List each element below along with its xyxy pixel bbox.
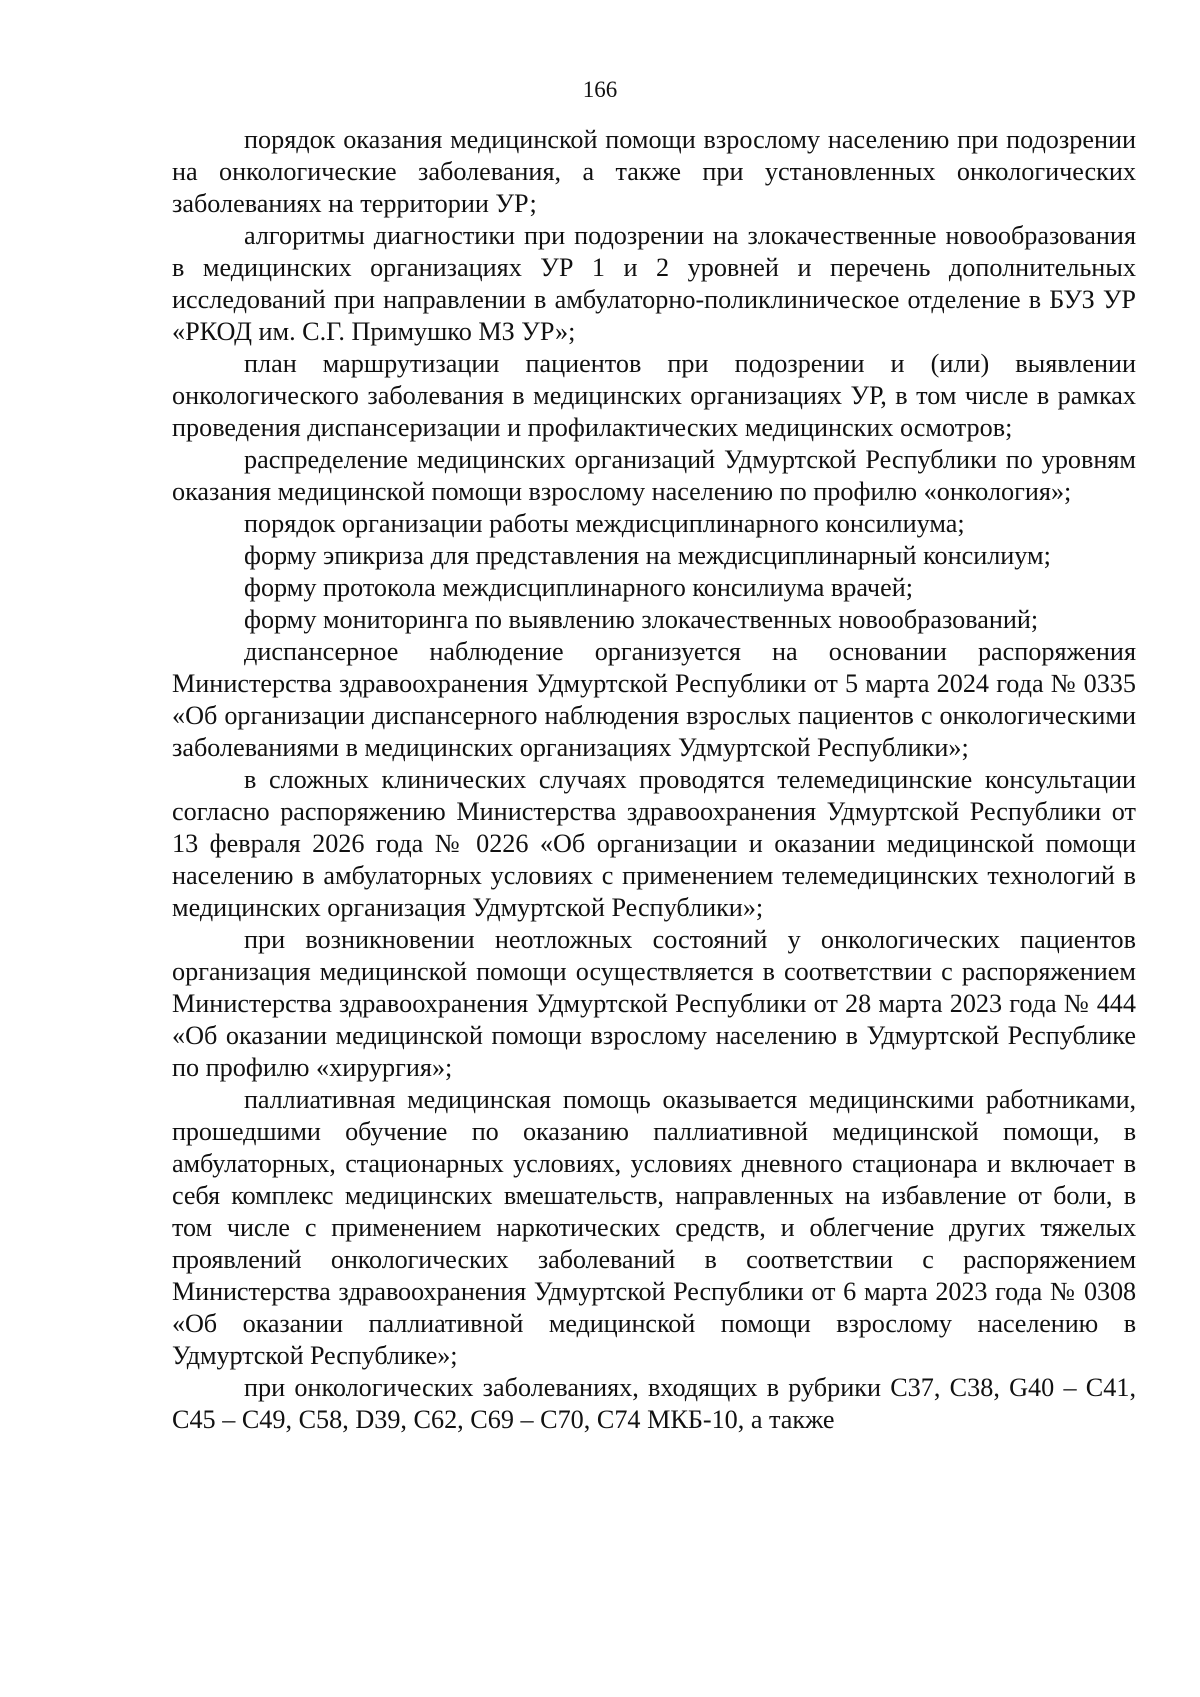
page-number: 166	[582, 77, 618, 102]
paragraph-emergency-care: при возникновении неотложных состояний у онкологических пациентов организация медицинской помощи осуществляется в соответствии с распоряжением Министерства здравоохранения Удмуртской Республики от 28 марта 2023 года № 444 «Об оказании медицинской помощи взрослому населению в Удмуртской Республике по профилю «хирургия»;	[172, 925, 1136, 1082]
paragraph-telemedicine: в сложных клинических случаях проводятся телемедицинские консультации согласно распоряжению Министерства здравоохранения Удмуртской Республики от 13 февраля 2026 года № 0226 «Об организации и оказании медицинской помощи населению в амбулаторных условиях с применением телемедицинских технологий в медицинских организация Удмуртской Республики»;	[172, 765, 1136, 922]
paragraph-monitoring-form: форму мониторинга по выявлению злокачественных новообразований;	[244, 605, 1039, 634]
paragraph-dispensary-observation: диспансерное наблюдение организуется на основании распоряжения Министерства здравоохранения Удмуртской Республики от 5 марта 2024 года № 0335 «Об организации диспансерного наблюдения взрослых пациентов с онкологическими заболеваниями в медицинских организациях Удмуртской Республики»;	[172, 637, 1136, 762]
paragraph-council-procedure: порядок организации работы междисциплинарного консилиума;	[244, 509, 965, 538]
document-body	[172, 124, 1136, 1436]
paragraph-care-procedure: порядок оказания медицинской помощи взрослому населению при подозрении на онкологические заболевания, а также при установленных онкологических заболеваниях на территории УР;	[172, 125, 1136, 218]
paragraph-organization-levels: распределение медицинских организаций Удмуртской Республики по уровням оказания медицинской помощи взрослому населению по профилю «онкология»;	[172, 445, 1136, 506]
paragraph-icd-rubrics: при онкологических заболеваниях, входящих в рубрики C37, C38, G40 – C41, C45 – C49, C58, D39, C62, C69 – C70, C74 МКБ-10, а также	[172, 1373, 1136, 1434]
paragraph-diagnostic-algorithms: алгоритмы диагностики при подозрении на злокачественные новообразования в медицинских организациях УР 1 и 2 уровней и перечень дополнительных исследований при направлении в амбулаторно-поликлиническое отделение в БУЗ УР «РКОД им. С.Г. Примушко МЗ УР»;	[172, 221, 1136, 346]
paragraph-routing-plan: план маршрутизации пациентов при подозрении и (или) выявлении онкологического заболевания в медицинских организациях УР, в том числе в рамках проведения диспансеризации и профилактических медицинских осмотров;	[172, 349, 1136, 442]
paragraph-palliative-care: паллиативная медицинская помощь оказывается медицинскими работниками, прошедшими обучение по оказанию паллиативной медицинской помощи, в амбулаторных, стационарных условиях, условиях дневного стационара и включает в себя комплекс медицинских вмешательств, направленных на избавление от боли, в том числе с применением наркотических средств, и облегчение других тяжелых проявлений онкологических заболеваний в соответствии с распоряжением Министерства здравоохранения Удмуртской Республики от 6 марта 2023 года № 0308 «Об оказании паллиативной медицинской помощи взрослому населению в Удмуртской Республике»;	[172, 1085, 1136, 1370]
paragraph-epicrisis-form: форму эпикриза для представления на междисциплинарный консилиум;	[244, 541, 1051, 570]
paragraph-protocol-form: форму протокола междисциплинарного консилиума врачей;	[244, 573, 913, 602]
